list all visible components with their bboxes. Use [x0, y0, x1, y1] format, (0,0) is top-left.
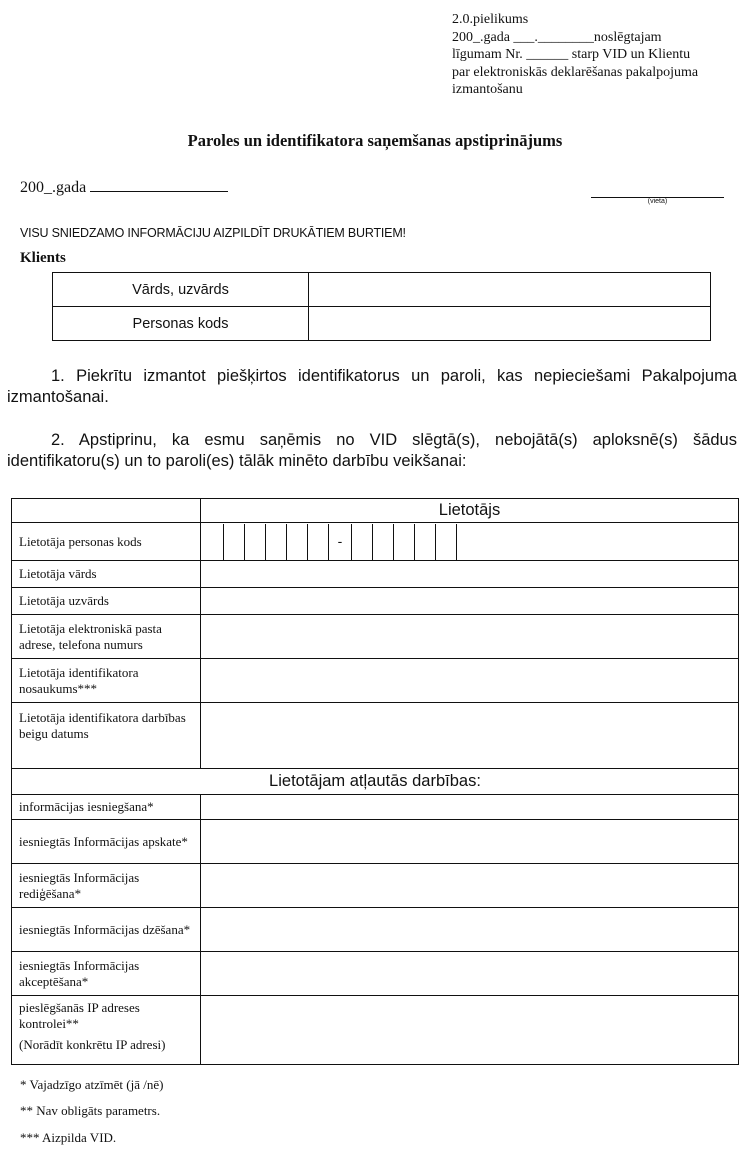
- annex-contract-line: līgumam Nr. ______ starp VID un Klientu: [452, 47, 691, 62]
- action-edit-field[interactable]: [201, 864, 739, 908]
- klients-heading: Klients: [20, 250, 66, 266]
- klients-table: [52, 272, 711, 341]
- action-accept-label: iesniegtās Informācijas akceptēšana*: [12, 952, 201, 996]
- table-row: [12, 659, 739, 703]
- name-field[interactable]: [309, 273, 711, 307]
- paragraph-consent: [7, 366, 737, 408]
- place-caption: (vieta): [647, 198, 668, 205]
- footnote-required: * Vajadzīgo atzīmēt (jā /nē): [20, 1077, 164, 1092]
- annex-usage-line: izmantošanu: [452, 82, 523, 97]
- action-delete-field[interactable]: [201, 908, 739, 952]
- action-edit-label: iesniegtās Informācijas rediģēšana*: [12, 864, 201, 908]
- table-row: [12, 523, 739, 561]
- action-view-field[interactable]: [201, 820, 739, 864]
- code-digit-box[interactable]: [352, 524, 373, 560]
- ip-control-cell: [12, 996, 201, 1065]
- table-row: [12, 769, 739, 795]
- user-personal-code-label: Lietotāja personas kods: [12, 523, 201, 561]
- user-identifier-end-date-label: Lietotāja identifikatora darbības beigu datums: [12, 703, 201, 769]
- code-digit-box[interactable]: [394, 524, 415, 560]
- code-digit-box[interactable]: [287, 524, 308, 560]
- code-digit-box[interactable]: [266, 524, 287, 560]
- table-row: [12, 499, 739, 523]
- table-row: [12, 952, 739, 996]
- table-row: [12, 795, 739, 820]
- action-submit-label: informācijas iesniegšana*: [12, 795, 201, 820]
- action-accept-field[interactable]: [201, 952, 739, 996]
- user-last-name-label: Lietotāja uzvārds: [12, 588, 201, 615]
- table-row: [12, 588, 739, 615]
- user-first-name-label: Lietotāja vārds: [12, 561, 201, 588]
- code-digit-box[interactable]: [373, 524, 394, 560]
- user-first-name-field[interactable]: [201, 561, 739, 588]
- actions-header: Lietotājam atļautās darbības:: [12, 769, 739, 795]
- code-digit-box[interactable]: [415, 524, 436, 560]
- table-row: [12, 703, 739, 769]
- date-line: [20, 177, 228, 197]
- code-separator: -: [329, 524, 352, 560]
- code-digit-box[interactable]: [224, 524, 245, 560]
- annex-date-line: 200_.gada ___.________noslēgtajam: [452, 29, 662, 45]
- caps-notice: VISU SNIEDZAMO INFORMĀCIJU AIZPILDĪT DRUKĀTIEM BURTIEM!: [20, 226, 406, 240]
- ip-control-note: (Norādīt konkrētu IP adresi): [19, 1037, 166, 1052]
- personal-code-label: Personas kods: [53, 307, 309, 341]
- table-row: [12, 996, 739, 1065]
- action-submit-field[interactable]: [201, 795, 739, 820]
- table-row: [12, 864, 739, 908]
- action-view-label: iesniegtās Informācijas apskate*: [12, 820, 201, 864]
- paragraph-confirmation-text: 2. Apstiprinu, ka esmu saņēmis no VID slēgtā(s), nebojātā(s) aploksnē(s) šādus identifikatoru(s) un to paroli(es) tālāk minēto darbību veikšanai:: [7, 431, 737, 470]
- document-title: Paroles un identifikatora saņemšanas apstiprinājums: [187, 131, 563, 150]
- footnote-vid: *** Aizpilda VID.: [20, 1130, 117, 1145]
- date-label: 200_.gada: [20, 179, 87, 196]
- personal-code-field[interactable]: [309, 307, 711, 341]
- user-identifier-end-date-field[interactable]: [201, 703, 739, 769]
- ip-control-label: pieslēgšanās IP adreses kontrolei**: [19, 1000, 140, 1031]
- table-row: [12, 908, 739, 952]
- user-identifier-name-field[interactable]: [201, 659, 739, 703]
- code-digit-box[interactable]: [436, 524, 457, 560]
- table-row: [12, 615, 739, 659]
- code-digit-box[interactable]: [201, 524, 224, 560]
- annex-service-line: par elektroniskās deklarēšanas pakalpojuma: [452, 64, 699, 80]
- paragraph-consent-text: 1. Piekrītu izmantot piešķirtos identifikatorus un paroli, kas nepieciešami Pakalpojuma izmantošanai.: [7, 367, 737, 406]
- user-contact-field[interactable]: [201, 615, 739, 659]
- annex-reference: [452, 11, 747, 99]
- table-row: [53, 273, 711, 307]
- user-identifier-name-label: Lietotāja identifikatora nosaukums***: [12, 659, 201, 703]
- code-digit-box[interactable]: [308, 524, 329, 560]
- user-contact-label: Lietotāja elektroniskā pasta adrese, telefona numurs: [12, 615, 201, 659]
- table-row: [12, 820, 739, 864]
- table-row: [12, 561, 739, 588]
- code-digit-box[interactable]: [245, 524, 266, 560]
- user-table: [11, 498, 739, 1065]
- header-empty-cell: [12, 499, 201, 523]
- footnote-optional: ** Nav obligāts parametrs.: [20, 1103, 161, 1118]
- user-header: Lietotājs: [201, 499, 739, 523]
- action-delete-label: iesniegtās Informācijas dzēšana*: [12, 908, 201, 952]
- user-personal-code-boxes: [201, 523, 739, 561]
- date-blank[interactable]: [90, 177, 228, 192]
- paragraph-confirmation: [7, 430, 737, 472]
- table-row: [53, 307, 711, 341]
- name-label: Vārds, uzvārds: [53, 273, 309, 307]
- annex-number: 2.0.pielikums: [452, 12, 529, 27]
- user-last-name-field[interactable]: [201, 588, 739, 615]
- ip-control-field[interactable]: [201, 996, 739, 1065]
